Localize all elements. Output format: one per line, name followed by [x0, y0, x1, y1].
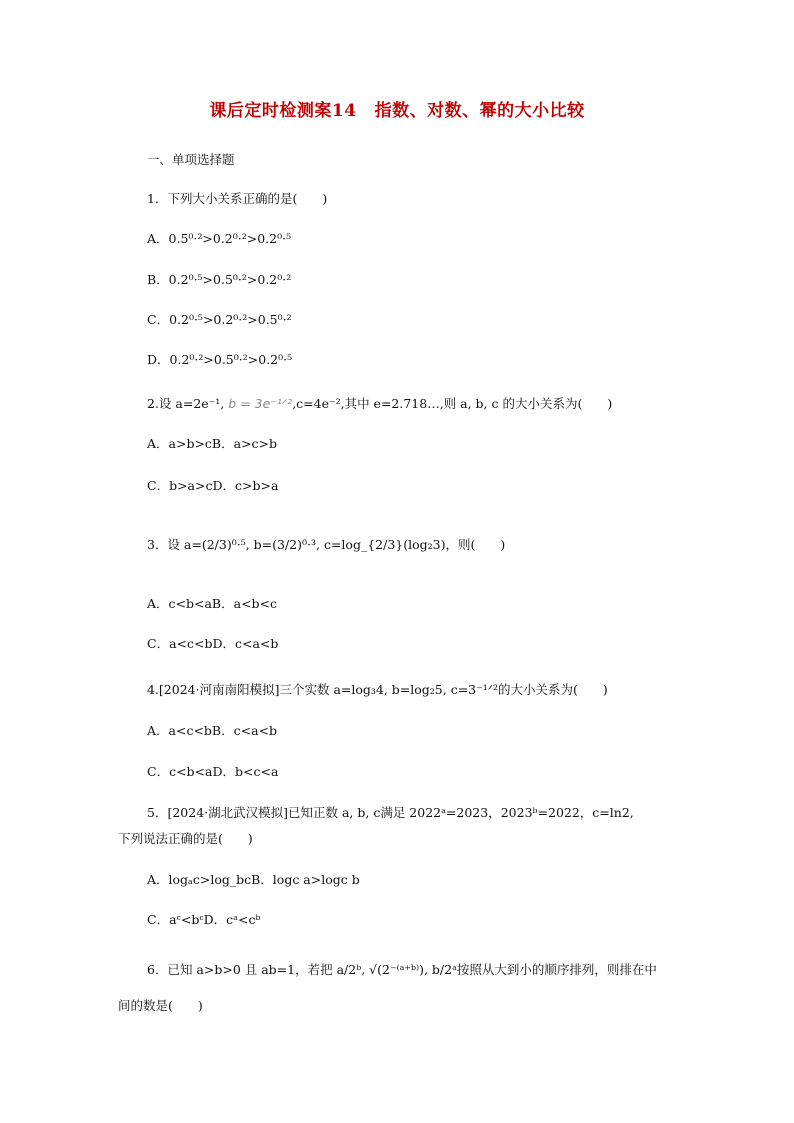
q1-option-d: D．0.2⁰·²>0.5⁰·²>0.2⁰·⁵	[147, 352, 293, 367]
q2-c-expr: c=4e⁻²	[296, 396, 341, 411]
q5-options-cd: C．aᶜ<bᶜD．cᵃ<cᵇ	[147, 912, 261, 927]
q2-stem: 2.设 a=2e⁻¹, b = 3e⁻¹ᐟ²,c=4e⁻²,其中 e=2.718…,则 a, b, c 的大小关系为( )	[147, 396, 613, 411]
q4-options-ab: A．a<c<bB．c<a<b	[147, 723, 278, 738]
q2-options-cd: C．b>a>cD．c>b>a	[147, 478, 279, 493]
q4-options-cd: C．c<b<aD．b<c<a	[147, 764, 279, 779]
q4-stem: 4.[2024·河南南阳模拟]三个实数 a=log₃4, b=log₂5, c=3⁻¹ᐟ²的大小关系为( )	[147, 682, 608, 697]
q6-stem-line2: 间的数是( )	[118, 998, 203, 1013]
q1-option-a: A．0.5⁰·²>0.2⁰·²>0.2⁰·⁵	[147, 231, 292, 246]
q3-options-cd: C．a<c<bD．c<a<b	[147, 636, 279, 651]
q2-b-expr: b = 3e⁻¹ᐟ²	[228, 396, 293, 411]
q2-rest: ,其中 e=2.718…,则 a, b, c 的大小关系为( )	[340, 396, 613, 411]
q5-stem-line1: 5．[2024·湖北武汉模拟]已知正数 a, b, c满足 2022ᵃ=2023，2023ᵇ=2022，c=ln2,	[147, 805, 634, 820]
q1-option-c: C．0.2⁰·⁵>0.2⁰·²>0.5⁰·²	[147, 312, 292, 327]
q5-stem-line2: 下列说法正确的是( )	[118, 831, 253, 846]
q3-options-ab: A．c<b<aB．a<b<c	[147, 596, 278, 611]
page-title	[0, 96, 794, 121]
q6-stem-line1: 6．已知 a>b>0 且 ab=1，若把 a/2ᵇ, √(2⁻⁽ᵃ⁺ᵇ⁾), b/2ᵃ按照从大到小的顺序排列，则排在中	[147, 962, 657, 977]
title-part2: 指数、对数、幂的大小比较	[374, 101, 585, 121]
title-part1: 课后定时检测案14	[209, 101, 357, 121]
q1-stem: 1．下列大小关系正确的是( )	[147, 191, 328, 206]
q3-stem: 3．设 a=(2/3)⁰·⁵, b=(3/2)⁰·³, c=log_{2/3}(log₂3)，则( )	[147, 537, 506, 552]
q2-a-expr: a=2e⁻¹	[175, 396, 221, 411]
q1-option-b: B．0.2⁰·⁵>0.5⁰·²>0.2⁰·²	[147, 272, 292, 287]
q2-options-ab: A．a>b>cB．a>c>b	[147, 436, 278, 451]
q2-prefix: 2.设	[147, 396, 172, 411]
q5-options-ab: A．logₐc>log_bcB．logc a>logc b	[147, 872, 360, 887]
section-heading: 一、单项选择题	[147, 152, 235, 167]
